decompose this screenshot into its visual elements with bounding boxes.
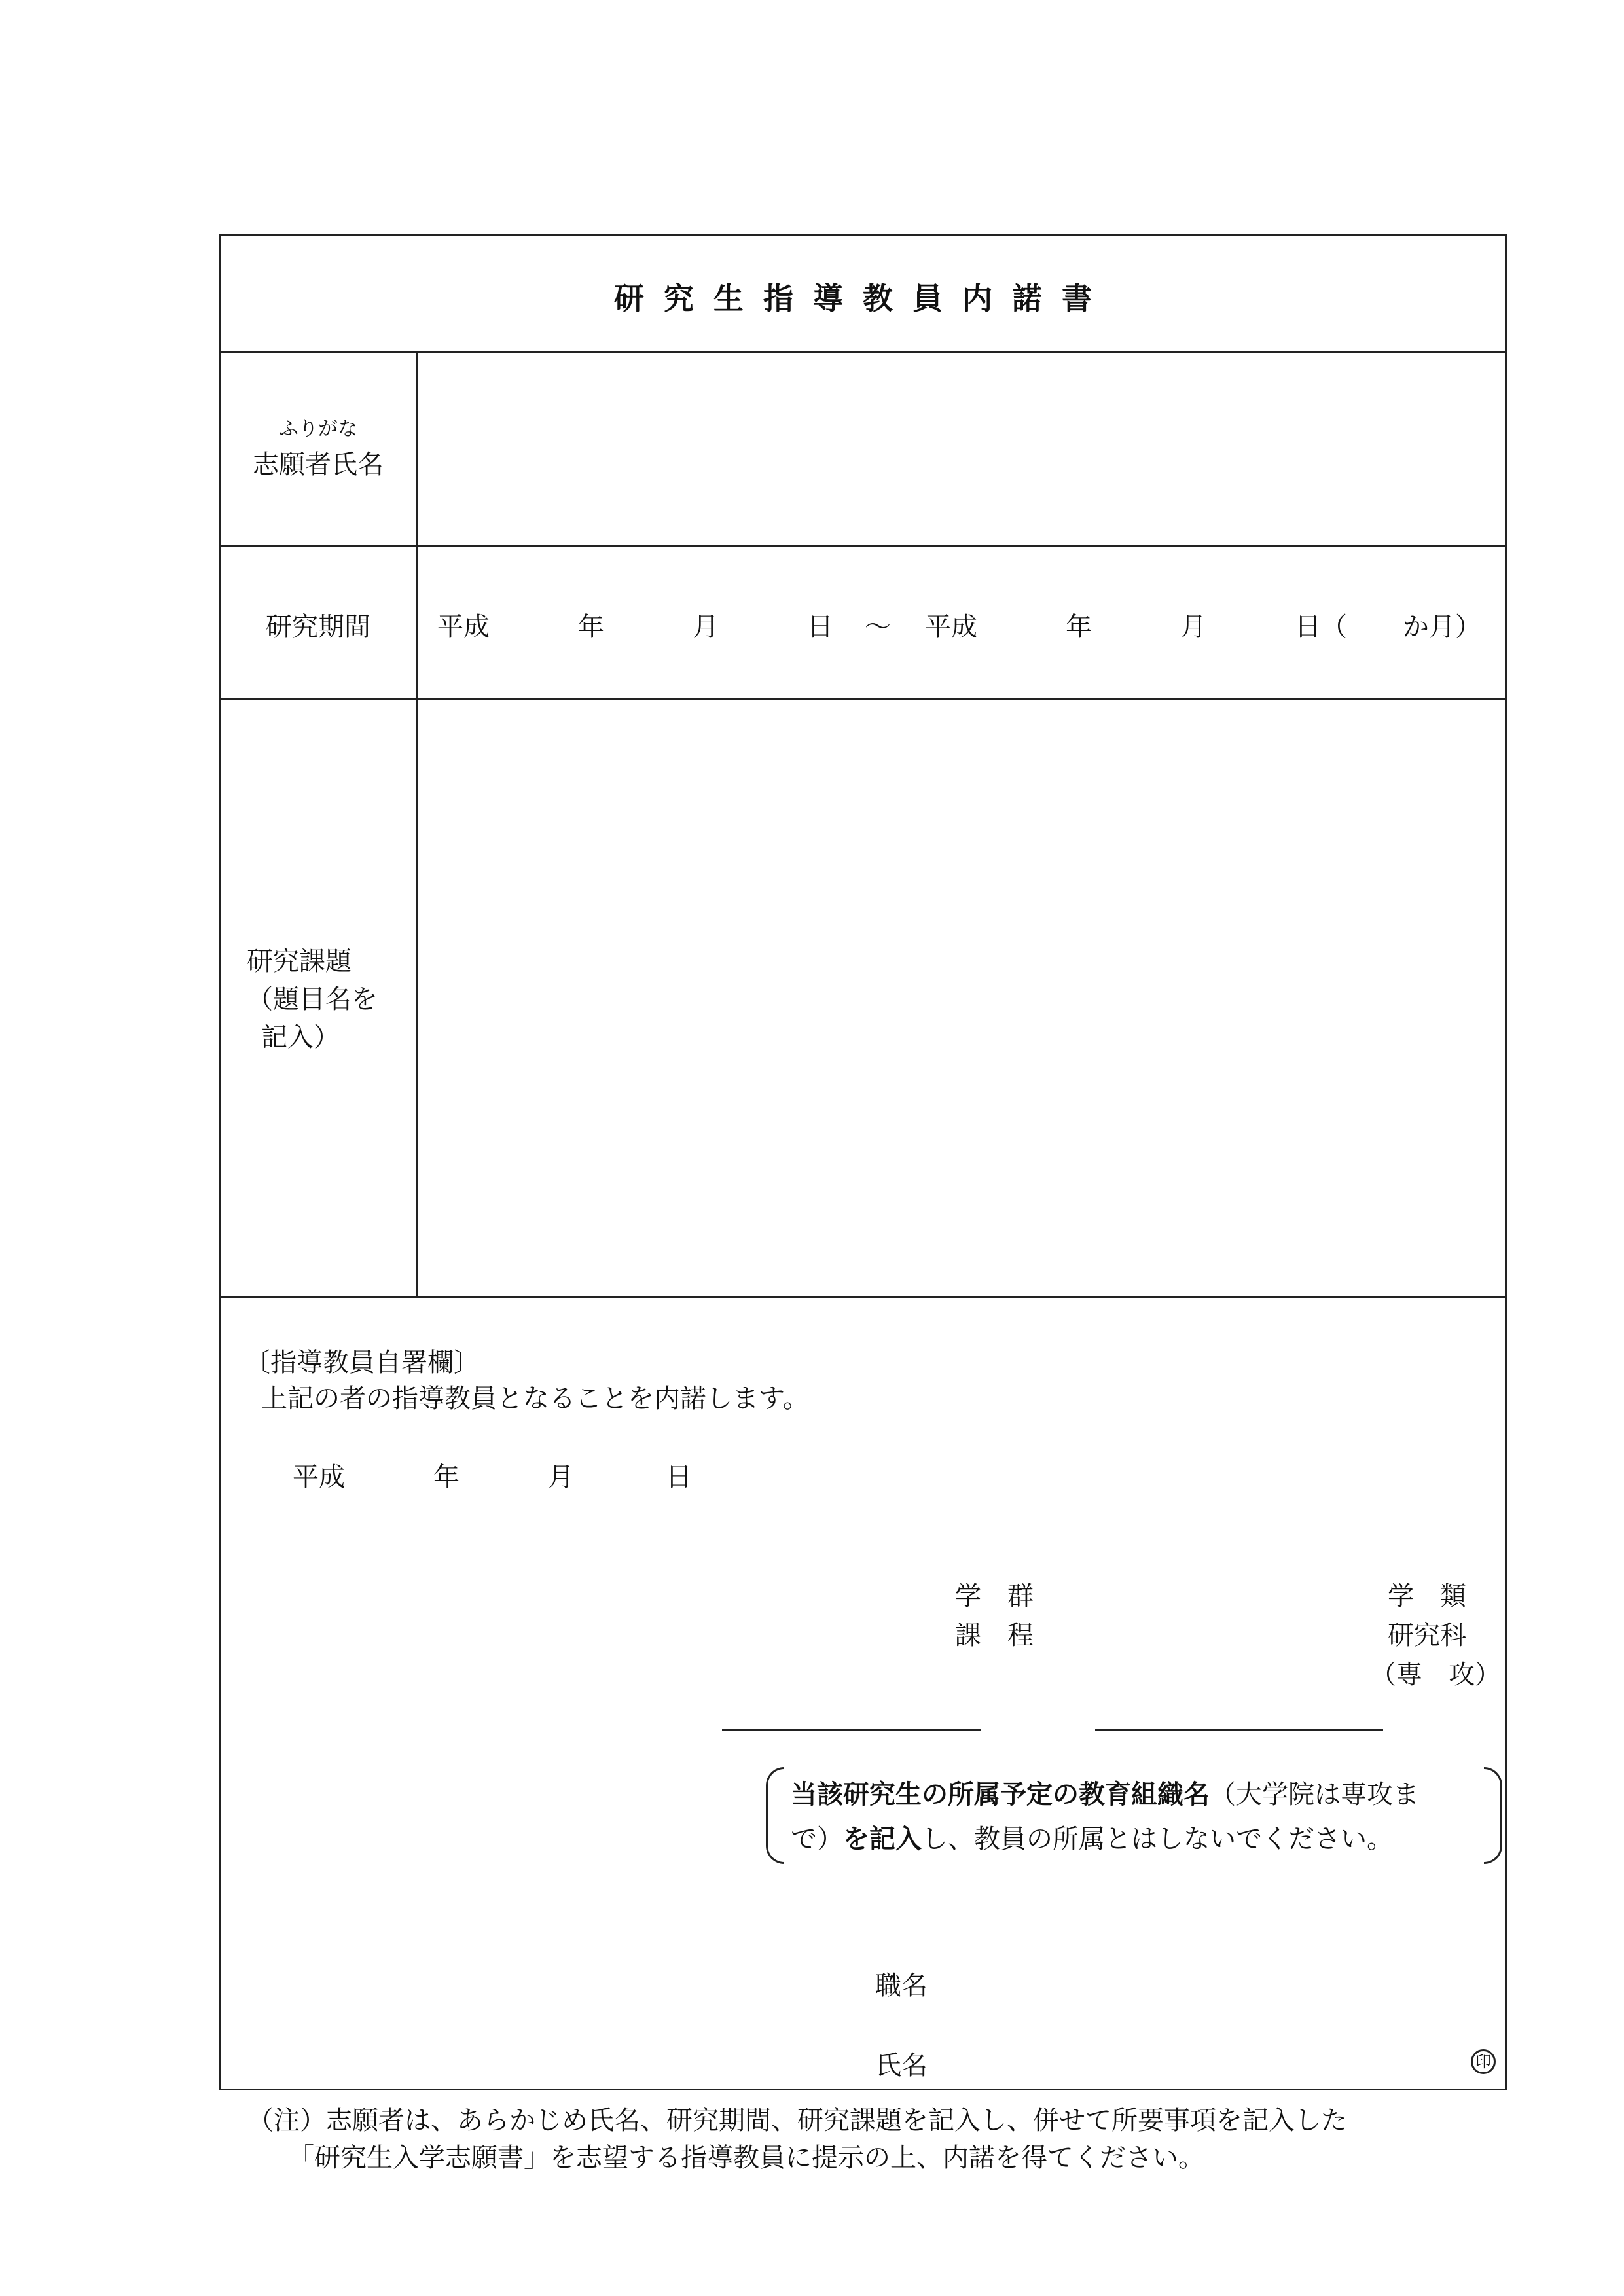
name-label: 氏名 (875, 2051, 928, 2081)
sign-era: 平成 (293, 1462, 345, 1492)
gakugun-label: 学 群 (955, 1581, 1034, 1611)
note-normal-1: （大学院は専攻ま (1210, 1780, 1419, 1810)
form-title: 研究生指導教員内諾書 (614, 281, 1111, 316)
period-field[interactable] (418, 547, 1505, 698)
sign-day: 日 (666, 1462, 692, 1492)
note-bold-2: を記入 (843, 1823, 922, 1854)
period-era-start: 平成 (437, 612, 490, 642)
topic-label-line1: 研究課題 (247, 946, 352, 977)
topic-label (247, 942, 378, 1056)
period-months: か月） (1403, 612, 1481, 642)
period-tilde: ～ (865, 612, 891, 642)
period-year-start: 年 (578, 612, 604, 642)
note-bold-1: 当該研究生の所属予定の教育組織名 (791, 1779, 1210, 1810)
furigana-label: ふりがな (279, 418, 357, 440)
bracket-right (1484, 1767, 1502, 1864)
note-line2 (791, 1818, 1393, 1856)
position-label: 職名 (875, 1971, 928, 2001)
period-year-end: 年 (1066, 612, 1092, 642)
note-line1 (791, 1774, 1419, 1811)
topic-field[interactable] (418, 700, 1505, 1296)
applicant-name-label: 志願者氏名 (253, 450, 384, 480)
period-day-end: 日（ (1295, 612, 1347, 642)
seal-mark-icon: 印 (1471, 2049, 1496, 2074)
period-day-start: 日 (807, 612, 833, 642)
footnote-line1: （注）志願者は、あらかじめ氏名、研究期間、研究課題を記入し、併せて所要事項を記入した (247, 2106, 1347, 2136)
note-normal-3: し、教員の所属とはしないでください。 (922, 1824, 1393, 1854)
period-era-end: 平成 (925, 612, 977, 642)
gakurui-label: 学 類 (1388, 1581, 1466, 1611)
note-normal-2: で） (791, 1824, 843, 1854)
bracket-left (766, 1767, 784, 1864)
katei-label: 課 程 (955, 1621, 1034, 1651)
senkou-label: （専 攻） (1370, 1660, 1501, 1690)
name-field[interactable] (934, 2038, 1432, 2077)
supervisor-heading: 〔指導教員自署欄〕 (244, 1348, 480, 1378)
period-label: 研究期間 (266, 612, 370, 642)
period-month-start: 月 (693, 612, 719, 642)
topic-label-line2: （題目名を (247, 984, 378, 1014)
footnote-line2: 「研究生入学志願書」を志望する指導教員に提示の上、内諾を得てください。 (288, 2143, 1204, 2173)
period-month-end: 月 (1180, 612, 1206, 642)
organization-note (766, 1767, 1502, 1864)
position-field[interactable] (934, 1958, 1458, 1998)
divider (221, 1296, 1505, 1298)
kenkyuka-label: 研究科 (1388, 1621, 1466, 1651)
topic-label-line3: 記入） (261, 1022, 340, 1052)
organization-blank-2[interactable] (1095, 1729, 1383, 1731)
consent-statement: 上記の者の指導教員となることを内諾します。 (261, 1384, 809, 1414)
applicant-name-field[interactable] (418, 353, 1505, 545)
sign-year: 年 (433, 1462, 460, 1492)
organization-blank-1[interactable] (722, 1729, 981, 1731)
sign-month: 月 (548, 1462, 574, 1492)
